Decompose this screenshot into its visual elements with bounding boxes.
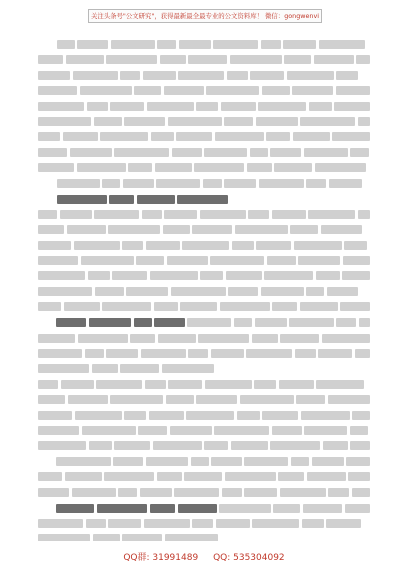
text-line	[38, 256, 370, 265]
top-banner[interactable]: 关注头条号"公文研究"，获得最新最全最专业的公文资料库！ 微信：gongwenvi	[88, 9, 322, 23]
text-line	[38, 271, 370, 280]
text-line	[38, 148, 370, 157]
text-line	[38, 318, 370, 327]
text-line	[38, 441, 370, 450]
text-line	[38, 40, 370, 49]
text-line	[38, 132, 370, 141]
text-line	[38, 334, 370, 343]
text-line	[38, 55, 370, 64]
text-line	[38, 364, 370, 373]
text-line	[38, 117, 370, 126]
text-line	[38, 534, 370, 541]
footer-contact	[0, 551, 408, 565]
footer-qq: QQ: 535304092	[213, 553, 285, 563]
text-line	[38, 179, 370, 188]
text-line	[38, 71, 370, 80]
text-line	[38, 86, 370, 95]
text-line	[38, 380, 370, 389]
text-line	[38, 395, 370, 404]
text-line	[38, 457, 370, 466]
text-line	[38, 287, 370, 296]
text-line	[38, 210, 370, 219]
text-line	[38, 519, 370, 528]
text-line	[38, 163, 370, 172]
text-line	[38, 472, 370, 481]
text-line	[38, 241, 370, 250]
text-line	[38, 302, 370, 311]
text-line	[38, 225, 370, 234]
text-line	[38, 426, 370, 435]
footer-qq-group: QQ群: 31991489	[123, 553, 199, 563]
text-line	[38, 102, 370, 111]
text-line	[38, 488, 370, 497]
text-line	[38, 411, 370, 420]
document-body	[38, 36, 370, 541]
text-line	[38, 195, 370, 204]
text-line	[38, 349, 370, 358]
text-line	[38, 504, 370, 513]
